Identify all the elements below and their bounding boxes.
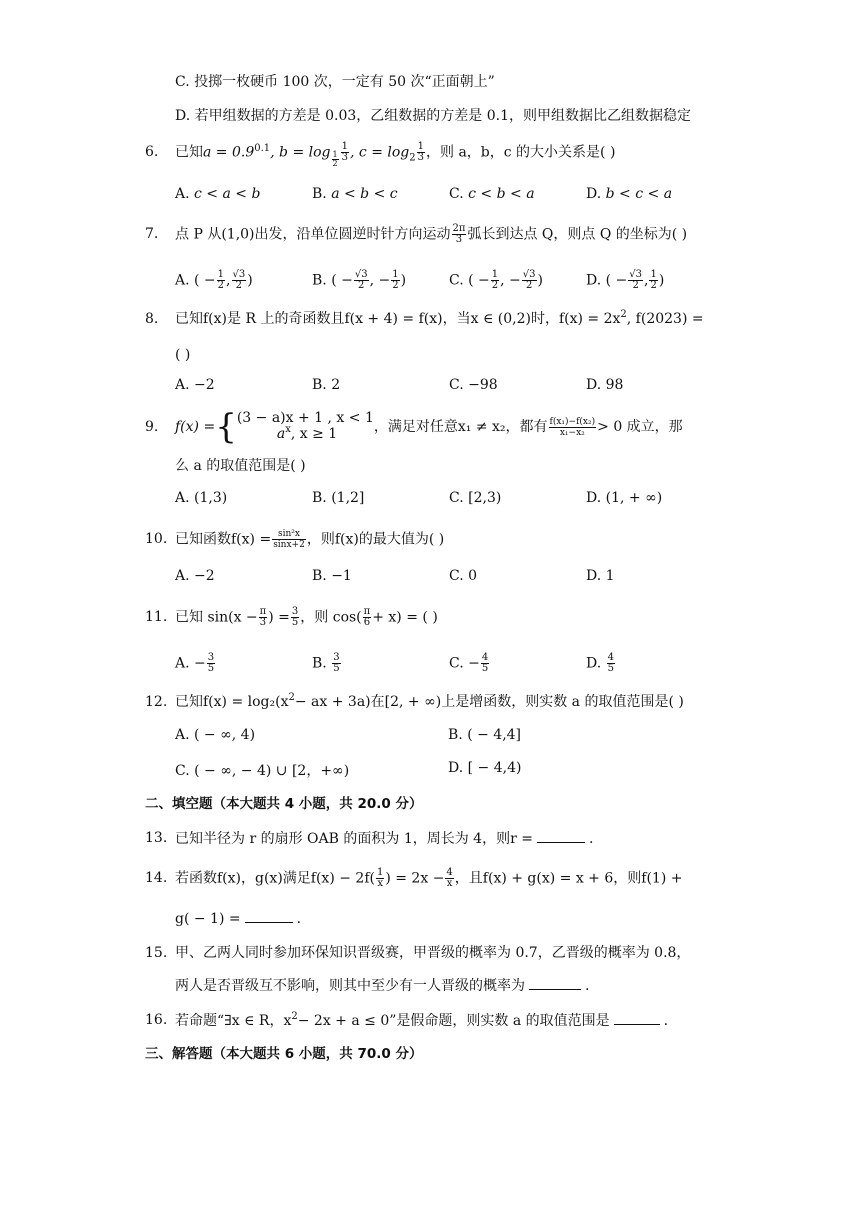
math: , c = log [350,144,410,161]
text: > 0 成立，那 [597,419,683,435]
text: 已知 [175,144,203,161]
text: ，则 a，b，c 的大小关系是( ) [426,144,616,161]
brace-symbol: { [215,407,237,447]
text: 已知半径为 r 的扇形 OAB 的面积为 1，周长为 4，则r = [175,831,533,847]
text: ) = [268,609,290,626]
answer-blank [529,975,581,990]
exam-page: C. 投掷一枚硬币 100 次，一定有 50 次“正面朝上” D. 若甲组数据的方差是 0.03，乙组数据的方差是 0.1，则甲组数据比乙组数据稳定 6. 已知$a = 0.9^{0.1}$, b = log $_{\frac{1}{2}}$ $\frac{1}{3}$ , $c = \log_2$ $\frac{1}{3}$ ，则 a，b，c 的大小关系是( ) A. c < a < b B. a < b < c C. c < b < a D. b < c < a 7. 点 P 从(1,0)出发，沿单位圆逆时针方向运动 $\frac{2\pi}{3}$ 弧长到达点 Q，则点 Q 的坐标为( ) A. ( − $\frac{1}{2}$ , $\frac{√3}{2}$ ) B. ( − $\frac{√3}{2}$ , − $\frac{1}{2}$ ) C. ( − $\frac{1}{2}$ , − $\frac{√3}{2}$ ) D. ( − $\frac{√3}{2}$ , $\frac{1}{2}$ ) 8. 已知f(x)是 R 上的奇函数且f(x + 4) = f(x)，当x ∈ (0,2)时，$f(x) = 2x^2$, f(2023) = ( ) A. −2 B. 2 C. −98 D. 98 9. f(x) ={ (3 − a)x + 1 , x < 1 $a^x$, x ≥ 1 ，满足对任意x₁ ≠ x₂，都有 $\frac{\text{f(x₁)−f(x₂)}}{\text{x₁−x₂}}$ > 0 成立，那 么 a 的取值范围是( ) A. (1,3) B. (1,2] C. [2,3) D. (1, + ∞) 10. 已知函数f(x) = $\frac{\text{sin²x}}{\sin x+2}$ ，则f(x)的最大值为( ) A. −2 B. −1 C. 0 D. 1 11. 已知 sin(x − $\frac{\pi}{3}$ ) = $\frac{3}{5}$ ，则 cos( $\frac{\pi}{6}$ + x) = ( ) A. − $\frac{3}{5}$ B. $\frac{3}{5}$ C. − $\frac{4}{5}$ D. $\frac{4}{5}$ 12. 已知$f(x) = \log_2(x^2-$ ax + 3a)在[2, + ∞)上是增函数，则实数 a 的取值范围是( ) A. ( − ∞, 4) B. ( − 4,4] C. ( − ∞, − 4) ∪ [2，+∞) D. [ − 4,4) 二、填空题（本大题共 4 小题，共 20.0 分） 13. 已知半径为 r 的扇形 OAB 的面积为 1，周长为 4，则r = . 14. 若函数f(x)，g(x)满足f(x) − 2f( $\frac{1}{x}$ ) = 2x − $\frac{4}{x}$ ，且f(x) + g(x) = x + 6，则f(1) + g( − 1) = . 15. 甲、乙两人同时参加环保知识晋级赛，甲晋级的概率为 0.7，乙晋级的概率为 0.8， 两人是否晋级互不影响，则其中至少有一人晋级的概率为 . 16. 若命题“∃x ∈ R，$x^2- 2x + a \le 0$”是假命题，则实数 a 的取值范围是 . 三、解答题（本大题共 6 小题，共 70.0 分） [0,0,860,1216]
option-c: C. −98 [449,377,498,393]
text: 已知f(x)是 R 上的奇函数且f(x + 4) = f(x)，当x ∈ (0,2)时，f(x) = 2x [175,311,621,327]
q8-options [175,377,723,393]
text: ，则 cos( [300,609,362,626]
text: 若函数f(x)，g(x)满足f(x) − 2f( [175,870,375,887]
option-c: C. − $\frac{4}{5}$ [449,652,489,674]
q12-options-row2 [175,760,721,780]
text: 已知 sin(x − [175,609,258,626]
option-c: C. c < b < a [449,186,535,202]
option-c: C. ( − $\frac{1}{2}$ , − $\frac{√3}{2}$ ) [449,269,543,291]
q15-line2 [175,975,589,996]
option-a: A. −2 [175,377,215,393]
text: 点 P 从(1,0)出发，沿单位圆逆时针方向运动 [175,226,451,243]
q8-line2: ( ) [175,347,191,363]
option-d: D. [ − 4,4) [448,760,522,776]
option-label: C. [175,74,190,90]
option-d: D. ( − $\frac{√3}{2}$ , $\frac{1}{2}$ ) [586,269,665,291]
question-number: 8. [145,311,159,327]
section-heading-fill-in: 二、填空题（本大题共 4 小题，共 20.0 分） [145,796,423,812]
option-a: A. −2 [175,568,215,584]
text: − ax + 3a)在[2, + ∞)上是增函数，则实数 a 的取值范围是( ) [294,694,684,710]
text: 若命题“∃x ∈ R，x [175,1013,292,1029]
option-label: D. [175,108,191,124]
q11-options [175,653,723,674]
text: . [588,831,594,847]
option-c: C. [2,3) [449,490,502,506]
text: . [296,911,302,927]
text: ) = 2x − [385,870,445,887]
text: 已知函数f(x) = [175,531,272,548]
piecewise: (3 − a)x + 1 , x < 1 $a^x$, x ≥ 1 [236,410,374,442]
answer-blank [245,908,293,923]
question-number: 10. [145,531,168,547]
option-text: 投掷一枚硬币 100 次，一定有 50 次“正面朝上” [194,74,495,90]
option-d: D. $\frac{4}{5}$ [586,652,615,674]
log-base: 2 [409,152,416,164]
prev-option-d [175,106,691,126]
q9-options [175,490,723,506]
question-number: 6. [145,144,159,160]
option-a: A. − $\frac{3}{5}$ [175,652,215,674]
option-a: A. ( − ∞, 4) [175,727,256,743]
math: 2 [288,692,295,703]
option-b: B. a < b < c [312,186,398,202]
question-number: 13. [145,830,168,846]
text: . [585,978,590,994]
prev-option-c [175,72,495,92]
q10-options [175,568,723,584]
q6-options [175,186,723,202]
option-text: 若甲组数据的方差是 0.03，乙组数据的方差是 0.1，则甲组数据比乙组数据稳定 [194,108,691,124]
text: − 2x + a ≤ 0”是假命题，则实数 a 的取值范围是 [297,1013,610,1029]
log-base: 1 2 [332,149,338,168]
option-b: B. ( − 4,4] [448,727,522,743]
option-d: D. (1, + ∞) [586,490,663,506]
q12-options-row1 [175,727,721,743]
option-d: D. 98 [586,377,624,393]
option-a: A. (1,3) [175,490,228,506]
text: . [663,1013,669,1029]
q14-line2 [175,908,301,929]
option-a: A. ( − $\frac{1}{2}$ , $\frac{√3}{2}$ ) [175,269,253,291]
text: ，满足对任意x₁ ≠ x₂，都有 [373,419,548,435]
option-b: B. (1,2] [312,490,365,506]
text: ，则f(x)的最大值为( ) [306,531,445,548]
text: 两人是否晋级互不影响，则其中至少有一人晋级的概率为 [175,978,525,994]
text: g( − 1) = [175,911,241,927]
answer-blank [537,828,585,843]
question-number: 12. [145,694,168,710]
question-number: 16. [145,1012,168,1028]
question-number: 7. [145,226,159,242]
option-b: B. ( − $\frac{√3}{2}$ , − $\frac{1}{2}$ ) [312,269,407,291]
option-a: A. c < a < b [175,186,261,202]
option-b: B. −1 [312,568,352,584]
text: ，且f(x) + g(x) = x + 6，则f(1) + [454,870,683,887]
option-d: D. 1 [586,568,615,584]
math: 0.1 [254,142,271,154]
math: , b = log [270,144,331,161]
question-number: 9. [145,419,159,435]
text: 已知f(x) = log₂(x [175,694,289,710]
option-d: D. b < c < a [586,186,673,202]
math: 2 [291,1011,298,1022]
question-number: 11. [145,609,168,625]
math: 2 [620,309,627,320]
option-b: B. $\frac{3}{5}$ [312,652,340,674]
math: a = 0.9 [203,144,255,161]
option-c: C. 0 [449,568,478,584]
q7-options [175,270,723,291]
option-b: B. 2 [312,377,341,393]
math: f(x) = [175,419,216,435]
text: 弧长到达点 Q，则点 Q 的坐标为( ) [467,226,688,243]
section-heading-solutions: 三、解答题（本大题共 6 小题，共 70.0 分） [145,1046,423,1062]
option-c: C. ( − ∞, − 4) ∪ [2，+∞) [175,763,350,779]
text: , f(2023) = [626,311,704,327]
q9-line2: 么 a 的取值范围是( ) [175,458,306,474]
text: + x) = ( ) [372,609,438,626]
question-number: 15. [145,945,168,961]
question-number: 14. [145,870,168,886]
answer-blank [614,1010,660,1025]
text: 甲、乙两人同时参加环保知识晋级赛，甲晋级的概率为 0.7，乙晋级的概率为 0.8， [175,945,691,961]
